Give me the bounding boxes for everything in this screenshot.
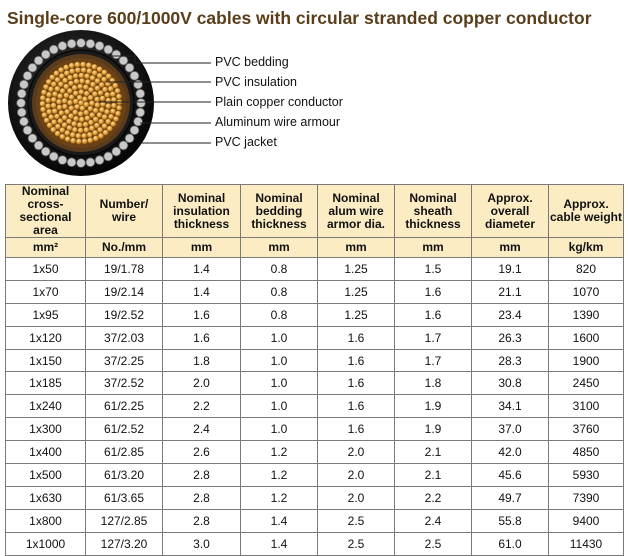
table-cell: 2.8 (163, 509, 241, 532)
copper-strand (111, 103, 117, 109)
table-row (6, 509, 624, 532)
copper-strand (74, 62, 80, 68)
copper-strand (76, 139, 82, 145)
column-header: Nominal bedding thickness (241, 185, 318, 238)
copper-strand (54, 114, 60, 120)
table-cell: 2.5 (395, 532, 472, 555)
table-cell: 1x300 (6, 418, 86, 441)
copper-strand (93, 116, 99, 122)
armour-wire (67, 158, 76, 167)
table-cell: 61/2.52 (86, 418, 163, 441)
copper-strand (80, 62, 86, 68)
armour-wire (28, 134, 37, 143)
unit-header: mm² (6, 238, 86, 258)
table-cell: 19/2.52 (86, 303, 163, 326)
copper-strand (83, 127, 89, 133)
column-header: Number/ wire (86, 185, 163, 238)
copper-strand (42, 112, 48, 118)
table-cell: 1.4 (241, 509, 318, 532)
copper-strand (45, 97, 51, 103)
table-cell: 1.0 (241, 418, 318, 441)
copper-strand (82, 138, 88, 144)
table-cell: 3.0 (163, 532, 241, 555)
table-cell: 5930 (549, 464, 624, 487)
page-title: Single-core 600/1000V cables with circular stranded copper conductor (7, 8, 592, 28)
copper-strand (92, 130, 98, 136)
table-cell: 19/2.14 (86, 280, 163, 303)
unit-header: kg/km (549, 238, 624, 258)
copper-strand (94, 96, 100, 102)
legend-pvc-bedding: PVC bedding (215, 55, 289, 69)
table-cell: 61/3.65 (86, 486, 163, 509)
copper-strand (105, 98, 111, 104)
copper-strand (58, 67, 64, 73)
table-cell: 11430 (549, 532, 624, 555)
unit-header: mm (472, 238, 549, 258)
column-header: Nominal sheath thickness (395, 185, 472, 238)
table-row (6, 464, 624, 487)
copper-strand (73, 90, 79, 96)
table-cell: 1.6 (318, 326, 395, 349)
armour-wire (104, 152, 113, 161)
table-cell: 2.2 (163, 395, 241, 418)
table-cell: 37.0 (472, 418, 549, 441)
table-cell: 1x70 (6, 280, 86, 303)
armour-wire (58, 42, 67, 51)
table-cell: 61.0 (472, 532, 549, 555)
armour-wire (134, 117, 143, 126)
table-cell: 37/2.52 (86, 372, 163, 395)
copper-strand (85, 79, 91, 85)
armour-wire (34, 56, 43, 65)
copper-strand (87, 132, 93, 138)
armour-wire (119, 56, 128, 65)
table-cell: 1x630 (6, 486, 86, 509)
unit-header: mm (395, 238, 472, 258)
table-cell: 1x1000 (6, 532, 86, 555)
table-cell: 2.6 (163, 441, 241, 464)
armour-wire (28, 63, 37, 72)
table-cell: 2.0 (163, 372, 241, 395)
armour-wire (67, 39, 76, 48)
table-cell: 1x240 (6, 395, 86, 418)
copper-strand (74, 104, 80, 110)
copper-strand (87, 137, 93, 143)
table-cell: 3760 (549, 418, 624, 441)
armour-wire (125, 63, 134, 72)
table-header-row (6, 185, 624, 238)
legend-copper-conductor: Plain copper conductor (215, 95, 343, 109)
table-cell: 2.0 (318, 441, 395, 464)
table-cell: 3100 (549, 395, 624, 418)
table-cell: 1600 (549, 326, 624, 349)
table-cell: 1390 (549, 303, 624, 326)
copper-strand (73, 116, 79, 122)
table-cell: 61/3.20 (86, 464, 163, 487)
table-cell: 1x150 (6, 349, 86, 372)
copper-strand (74, 79, 80, 85)
table-cell: 1.5 (395, 258, 472, 281)
copper-strand (83, 110, 89, 116)
armour-wire (119, 141, 128, 150)
column-header: Nominal insulation thickness (163, 185, 241, 238)
table-cell: 1.2 (241, 441, 318, 464)
table-row (6, 326, 624, 349)
copper-strand (115, 111, 121, 117)
table-cell: 1.6 (318, 372, 395, 395)
legend-pvc-insulation: PVC insulation (215, 75, 297, 89)
table-cell: 28.3 (472, 349, 549, 372)
table-cell: 1.6 (318, 349, 395, 372)
table-cell: 1x120 (6, 326, 86, 349)
table-cell: 1.0 (241, 372, 318, 395)
table-row (6, 532, 624, 555)
armour-wire (137, 99, 146, 108)
table-cell: 23.4 (472, 303, 549, 326)
copper-strand (79, 117, 85, 123)
copper-strand (62, 104, 68, 110)
table-row (6, 395, 624, 418)
copper-strand (65, 136, 71, 142)
armour-wire (41, 50, 50, 59)
armour-wire (49, 45, 58, 54)
copper-strand (102, 87, 108, 93)
copper-strand (89, 100, 95, 106)
copper-strand (104, 109, 110, 115)
table-cell: 1.7 (395, 326, 472, 349)
armour-wire (112, 50, 121, 59)
table-cell: 2.0 (318, 486, 395, 509)
armour-wire (17, 108, 26, 117)
copper-strand (51, 103, 57, 109)
unit-header: mm (318, 238, 395, 258)
table-cell: 127/3.20 (86, 532, 163, 555)
armour-wire (17, 99, 26, 108)
table-cell: 2.1 (395, 441, 472, 464)
unit-header: No./mm (86, 238, 163, 258)
table-cell: 26.3 (472, 326, 549, 349)
armour-wire (41, 147, 50, 156)
table-row (6, 258, 624, 281)
armour-wire (58, 156, 67, 165)
copper-strand (83, 84, 89, 90)
armour-wire (20, 80, 29, 89)
column-header: Nominal cross-sectional area (6, 185, 86, 238)
copper-strand (77, 84, 83, 90)
table-cell: 1.8 (395, 372, 472, 395)
table-cell: 37/2.03 (86, 326, 163, 349)
table-cell: 2.8 (163, 486, 241, 509)
column-header: Approx. cable weight (549, 185, 624, 238)
copper-strand (75, 133, 81, 139)
copper-strand (64, 109, 70, 115)
table-row (6, 349, 624, 372)
table-cell: 127/2.85 (86, 509, 163, 532)
copper-strand (78, 73, 84, 79)
copper-strand (104, 92, 110, 98)
table-cell: 34.1 (472, 395, 549, 418)
table-cell: 1.7 (395, 349, 472, 372)
table-cell: 1.0 (241, 349, 318, 372)
copper-strand (86, 68, 92, 74)
table-units-row (6, 238, 624, 258)
table-cell: 1x500 (6, 464, 86, 487)
armour-wire (77, 39, 86, 48)
copper-strand (52, 108, 58, 114)
armour-wire (34, 141, 43, 150)
copper-strand (71, 121, 77, 127)
armour-wire (86, 39, 95, 48)
table-row (6, 441, 624, 464)
legend-aluminum-armour: Aluminum wire armour (215, 115, 341, 129)
table-cell: 1.6 (395, 303, 472, 326)
table-cell: 2.5 (318, 532, 395, 555)
table-cell: 1.6 (395, 280, 472, 303)
table-cell: 2.8 (163, 464, 241, 487)
copper-strand (116, 94, 122, 100)
armour-wire (104, 45, 113, 54)
table-cell: 9400 (549, 509, 624, 532)
copper-strand (62, 98, 68, 104)
armour-wire (20, 117, 29, 126)
table-cell: 45.6 (472, 464, 549, 487)
armour-wire (23, 71, 32, 80)
table-cell: 55.8 (472, 509, 549, 532)
copper-strand (73, 73, 79, 79)
table-cell: 30.8 (472, 372, 549, 395)
table-cell: 1.8 (163, 349, 241, 372)
copper-strand (45, 103, 51, 109)
copper-strand (44, 117, 50, 123)
table-cell: 1.6 (163, 303, 241, 326)
copper-strand (40, 107, 46, 113)
table-cell: 2450 (549, 372, 624, 395)
copper-strand (51, 97, 57, 103)
copper-strand (82, 96, 88, 102)
copper-strand (86, 62, 92, 68)
table-cell: 1.6 (318, 395, 395, 418)
copper-strand (78, 89, 84, 95)
copper-strand (75, 67, 81, 73)
table-row (6, 372, 624, 395)
table-cell: 1.9 (395, 395, 472, 418)
copper-strand (77, 122, 83, 128)
table-cell: 1x50 (6, 258, 86, 281)
table-cell: 61/2.25 (86, 395, 163, 418)
table-cell: 19.1 (472, 258, 549, 281)
table-cell: 2.4 (163, 418, 241, 441)
table-cell: 1.0 (241, 326, 318, 349)
table-cell: 1x400 (6, 441, 86, 464)
copper-strand (113, 116, 119, 122)
table-cell: 1.4 (241, 532, 318, 555)
table-cell: 2.5 (318, 509, 395, 532)
copper-strand (40, 101, 46, 107)
table-cell: 1.4 (163, 280, 241, 303)
armour-wire (130, 71, 139, 80)
copper-strand (43, 84, 49, 90)
copper-strand (78, 128, 84, 134)
table-cell: 21.1 (472, 280, 549, 303)
copper-strand (92, 91, 98, 97)
table-cell: 1.0 (241, 395, 318, 418)
table-cell: 49.7 (472, 486, 549, 509)
copper-strand (40, 95, 46, 101)
armour-wire (130, 126, 139, 135)
copper-strand (69, 68, 75, 74)
copper-strand (93, 136, 99, 142)
copper-strand (70, 132, 76, 138)
table-cell: 2.2 (395, 486, 472, 509)
column-header: Approx. overall diameter (472, 185, 549, 238)
table-cell: 19/1.78 (86, 258, 163, 281)
copper-strand (69, 63, 75, 69)
armour-wire (17, 89, 26, 98)
table-row (6, 303, 624, 326)
armour-wire (134, 80, 143, 89)
copper-strand (67, 100, 73, 106)
unit-header: mm (163, 238, 241, 258)
copper-strand (83, 122, 89, 128)
copper-strand (91, 64, 97, 70)
copper-strand (81, 67, 87, 73)
copper-strand (81, 133, 87, 139)
armour-wire (49, 152, 58, 161)
table-cell: 7390 (549, 486, 624, 509)
table-cell: 1.25 (318, 303, 395, 326)
table-cell: 2.1 (395, 464, 472, 487)
table-cell: 1070 (549, 280, 624, 303)
table-cell: 4850 (549, 441, 624, 464)
armour-wire (112, 147, 121, 156)
table-cell: 0.8 (241, 280, 318, 303)
table-cell: 1.2 (241, 464, 318, 487)
table-cell: 2.4 (395, 509, 472, 532)
table-cell: 2.0 (318, 464, 395, 487)
copper-strand (41, 89, 47, 95)
copper-strand (68, 80, 74, 86)
armour-wire (86, 158, 95, 167)
copper-strand (112, 83, 118, 89)
copper-strand (98, 133, 104, 139)
copper-strand (79, 78, 85, 84)
copper-strand (100, 96, 106, 102)
column-header: Nominal alum wire armor dia. (318, 185, 395, 238)
armour-wire (125, 134, 134, 143)
table-cell: 42.0 (472, 441, 549, 464)
armour-wire (77, 159, 86, 168)
copper-strand (78, 111, 84, 117)
table-cell: 1900 (549, 349, 624, 372)
table-cell: 0.8 (241, 258, 318, 281)
cable-cross-section-diagram (0, 0, 628, 180)
table-body (6, 258, 624, 556)
armour-wire (95, 42, 104, 51)
copper-strand (94, 102, 100, 108)
table-cell: 1x185 (6, 372, 86, 395)
copper-strand (105, 103, 111, 109)
copper-strand (56, 99, 62, 105)
table-cell: 1.6 (318, 418, 395, 441)
copper-strand (63, 65, 69, 71)
armour-wire (136, 89, 145, 98)
armour-wire (136, 108, 145, 117)
cable-spec-table (5, 184, 624, 556)
table-cell: 1.25 (318, 280, 395, 303)
table-row (6, 418, 624, 441)
table-cell: 61/2.85 (86, 441, 163, 464)
table-cell: 1x800 (6, 509, 86, 532)
table-cell: 1.6 (163, 326, 241, 349)
table-cell: 1x95 (6, 303, 86, 326)
table-row (6, 486, 624, 509)
armour-wire (95, 156, 104, 165)
table-cell: 820 (549, 258, 624, 281)
table-cell: 1.25 (318, 258, 395, 281)
copper-strand (64, 70, 70, 76)
copper-strand (116, 105, 122, 111)
table-row (6, 280, 624, 303)
copper-strand (115, 88, 121, 94)
unit-header: mm (241, 238, 318, 258)
copper-strand (52, 91, 58, 97)
armour-wire (23, 126, 32, 135)
table-cell: 37/2.25 (86, 349, 163, 372)
table-cell: 1.4 (163, 258, 241, 281)
copper-strand (57, 105, 63, 111)
legend-pvc-jacket: PVC jacket (215, 135, 277, 149)
copper-strand (70, 138, 76, 144)
table-cell: 0.8 (241, 303, 318, 326)
table-cell: 1.2 (241, 486, 318, 509)
table-cell: 1.9 (395, 418, 472, 441)
